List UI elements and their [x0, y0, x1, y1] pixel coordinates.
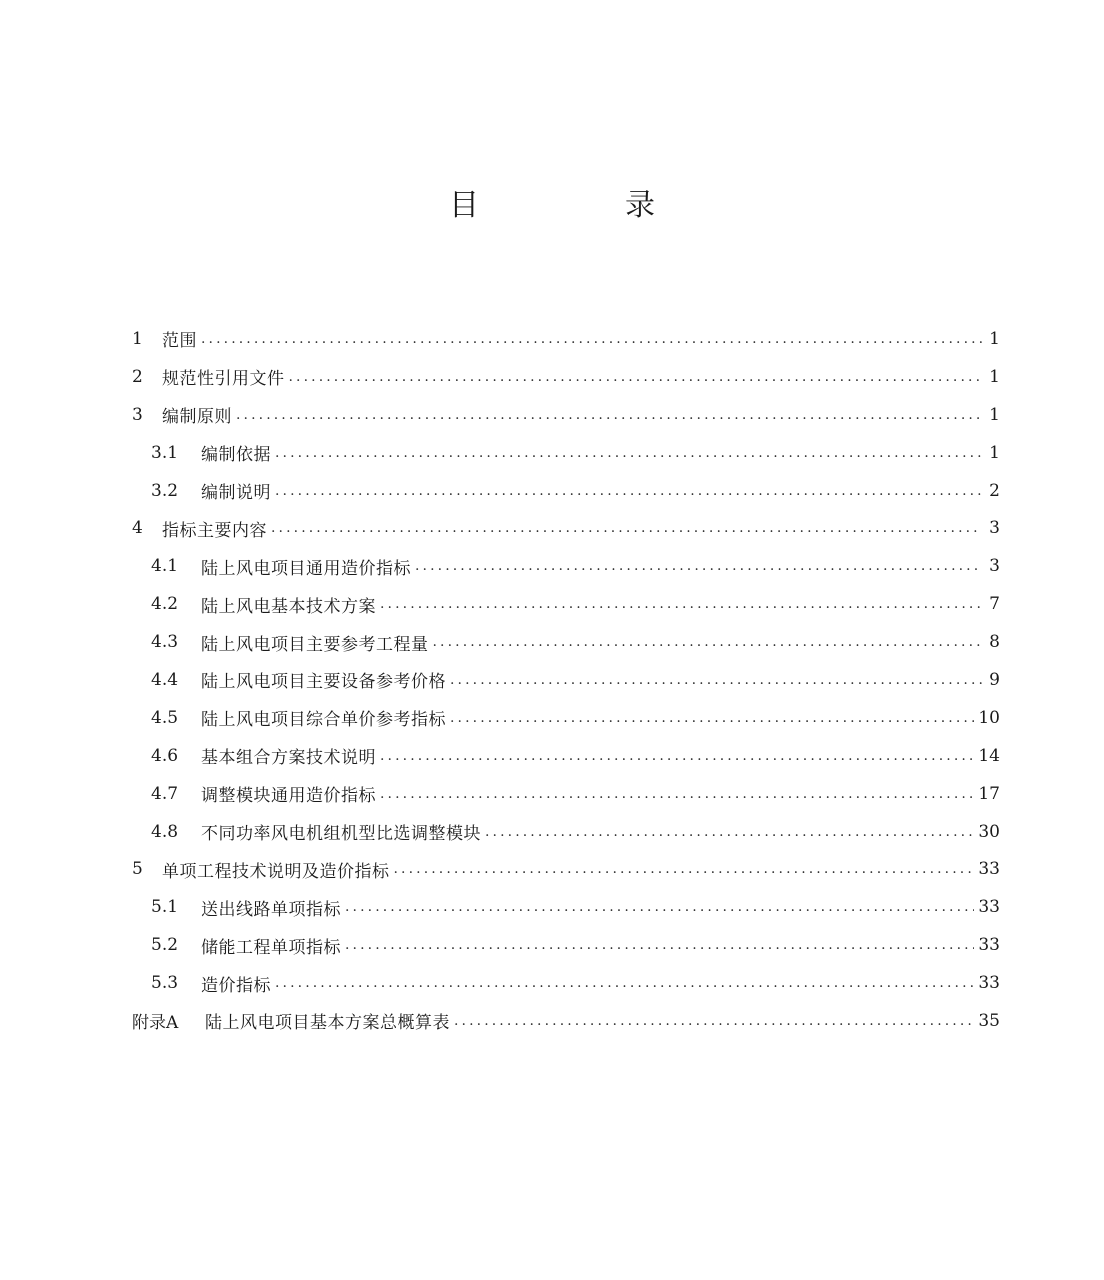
toc-entry-number: 4 [132, 518, 143, 539]
toc-dot-leader [454, 1013, 974, 1029]
toc-entry-number: 附录A [132, 1013, 179, 1034]
toc-entry-title: 规范性引用文件 [162, 369, 285, 390]
toc-entry-number: 5.1 [151, 897, 179, 918]
toc-subentry[interactable] [132, 737, 1000, 775]
toc-entry[interactable] [132, 320, 1000, 358]
toc-entry-page: 14 [978, 745, 1000, 766]
toc-entry[interactable] [132, 396, 1000, 434]
toc-entry-title: 陆上风电项目主要参考工程量 [201, 634, 429, 655]
toc-entry-number: 4.1 [151, 556, 179, 577]
toc-entry-title: 送出线路单项指标 [201, 899, 341, 920]
toc-entry-title: 陆上风电基本技术方案 [201, 596, 376, 617]
toc-entry-title: 造价指标 [201, 975, 271, 996]
toc-subentry[interactable] [132, 775, 1000, 813]
toc-entry-page: 33 [978, 973, 1000, 994]
toc-entry-page: 3 [989, 556, 1000, 577]
toc-entry-page: 1 [989, 442, 1000, 463]
toc-dot-leader [201, 331, 982, 347]
toc-subentry[interactable] [132, 472, 1000, 510]
page-title: 目 录 [449, 188, 713, 223]
toc-subentry[interactable] [132, 699, 1000, 737]
toc-entry-page: 3 [989, 518, 1000, 539]
toc-entry-title: 陆上风电项目主要设备参考价格 [201, 672, 446, 693]
toc-entry[interactable] [132, 509, 1000, 547]
toc-entry-number: 3.2 [151, 480, 179, 501]
toc-dot-leader [415, 558, 982, 574]
toc-entry-title: 范围 [162, 331, 197, 352]
toc-entry-page: 1 [989, 328, 1000, 349]
toc-entry-page: 33 [978, 935, 1000, 956]
toc-entry-number: 4.5 [151, 707, 179, 728]
toc-subentry[interactable] [132, 813, 1000, 851]
toc-entry-title: 陆上风电项目综合单价参考指标 [201, 710, 446, 731]
toc-entry-number: 4.2 [151, 594, 179, 615]
toc-entry-number: 4.6 [151, 745, 179, 766]
toc-entry[interactable] [132, 358, 1000, 396]
toc-entry-page: 17 [978, 783, 1000, 804]
toc-dot-leader [380, 748, 974, 764]
toc-dot-leader [275, 975, 974, 991]
toc-dot-leader [345, 937, 974, 953]
toc-entry-title: 储能工程单项指标 [201, 937, 341, 958]
toc-dot-leader [394, 861, 975, 877]
toc-entry-page: 7 [989, 594, 1000, 615]
toc-entry-title: 不同功率风电机组机型比选调整模块 [201, 824, 481, 845]
toc-entry-title: 调整模块通用造价指标 [201, 786, 376, 807]
toc-entry-number: 2 [132, 366, 143, 387]
toc-entry-page: 2 [989, 480, 1000, 501]
toc-entry-number: 3.1 [151, 442, 179, 463]
toc-entry-page: 9 [989, 669, 1000, 690]
toc-entry-number: 5.2 [151, 935, 179, 956]
toc-entry-page: 10 [978, 707, 1000, 728]
toc-dot-leader [380, 786, 974, 802]
toc-subentry[interactable] [132, 547, 1000, 585]
toc-dot-leader [380, 596, 982, 612]
toc-dot-leader [289, 369, 983, 385]
toc-entry-page: 33 [978, 897, 1000, 918]
toc-subentry[interactable] [132, 661, 1000, 699]
toc-dot-leader [485, 824, 974, 840]
toc-dot-leader [236, 407, 982, 423]
toc-dot-leader [271, 520, 982, 536]
toc-entry-title: 陆上风电项目基本方案总概算表 [205, 1013, 450, 1034]
toc-dot-leader [433, 634, 983, 650]
toc-entry-number: 5 [132, 859, 143, 880]
toc-entry-title: 基本组合方案技术说明 [201, 748, 376, 769]
toc-entry[interactable] [132, 850, 1000, 888]
toc-entry-number: 4.3 [151, 632, 179, 653]
toc-dot-leader [450, 672, 982, 688]
toc-entry-page: 35 [978, 1010, 1000, 1031]
toc-subentry[interactable] [132, 964, 1000, 1002]
toc-subentry[interactable] [132, 434, 1000, 472]
toc-entry-page: 1 [989, 404, 1000, 425]
toc-entry-number: 3 [132, 404, 143, 425]
toc-dot-leader [275, 445, 982, 461]
toc-entry-page: 8 [989, 632, 1000, 653]
toc-entry-page: 30 [978, 821, 1000, 842]
toc-entry-number: 4.8 [151, 821, 179, 842]
toc-entry-number: 5.3 [151, 973, 179, 994]
toc-entry-title: 陆上风电项目通用造价指标 [201, 558, 411, 579]
toc-entry-title: 单项工程技术说明及造价指标 [162, 861, 390, 882]
toc-dot-leader [345, 899, 974, 915]
toc-entry-page: 33 [978, 859, 1000, 880]
toc-dot-leader [275, 483, 982, 499]
toc-entry-number: 4.7 [151, 783, 179, 804]
toc-dot-leader [450, 710, 974, 726]
toc-entry-title: 编制依据 [201, 445, 271, 466]
toc-entry-page: 1 [989, 366, 1000, 387]
toc-subentry[interactable] [132, 623, 1000, 661]
toc-entry-number: 4.4 [151, 669, 179, 690]
toc-entry-title: 指标主要内容 [162, 520, 267, 541]
toc-subentry[interactable] [132, 585, 1000, 623]
toc-entry-number: 1 [132, 328, 143, 349]
toc-subentry[interactable] [132, 926, 1000, 964]
toc-appendix-entry[interactable] [132, 1002, 1000, 1040]
toc-entry-title: 编制说明 [201, 483, 271, 503]
toc-entry-title: 编制原则 [162, 407, 232, 428]
toc-subentry[interactable] [132, 888, 1000, 926]
table-of-contents [132, 320, 1000, 1040]
